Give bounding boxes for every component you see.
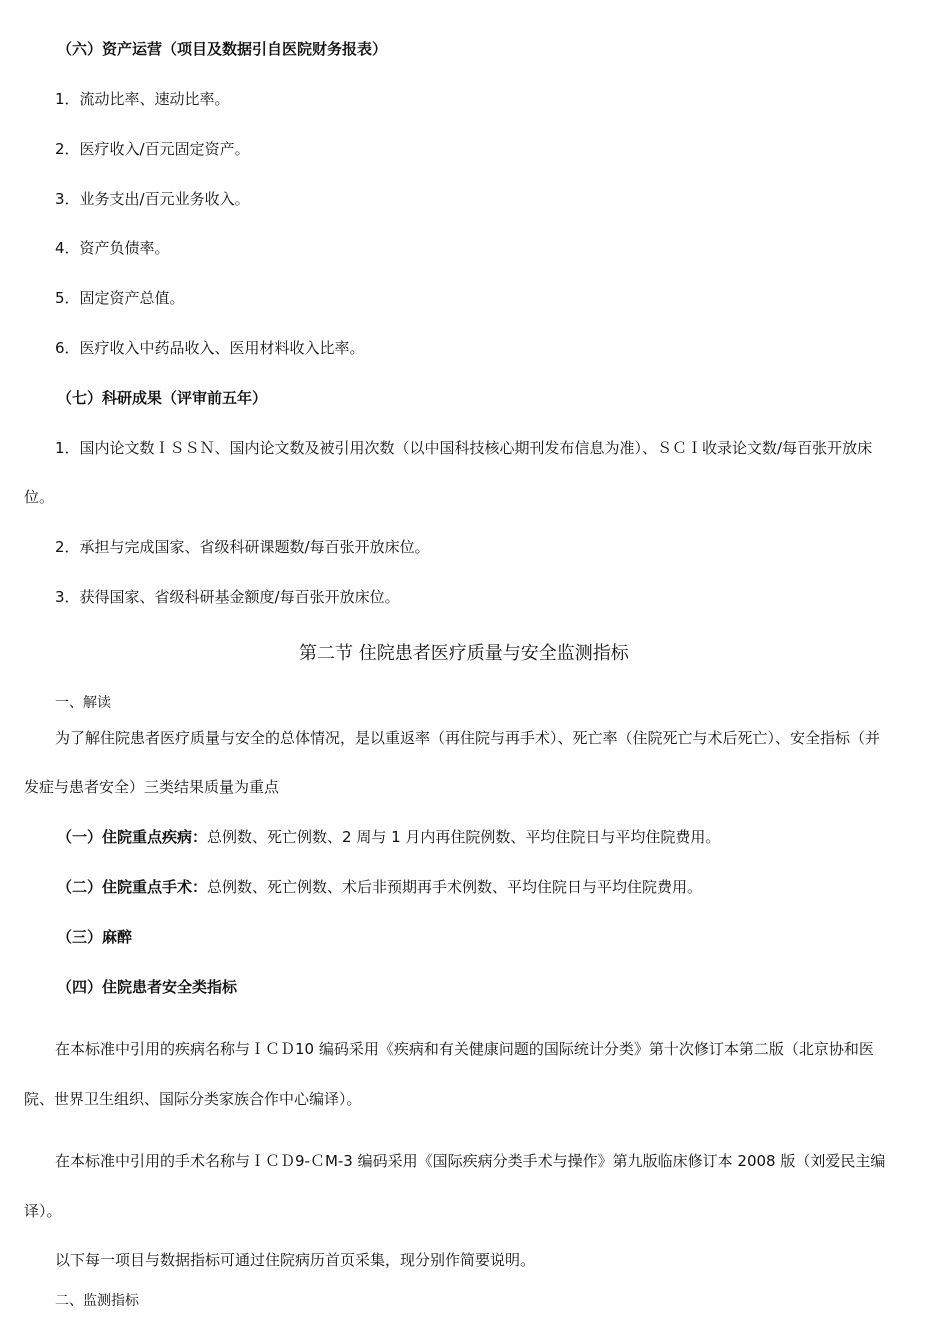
paragraph-continuation: 院、世界卫生组织、国际分类家族合作中心编译）。 (24, 1090, 362, 1108)
paragraph-continuation: 译）。 (24, 1202, 62, 1220)
list-item: 6．医疗收入中药品收入、医用材料收入比率。 (55, 339, 365, 357)
item-label: （二）住院重点手术： (57, 878, 208, 896)
paragraph: 在本标准中引用的疾病名称与ＩＣＤ10 编码采用《疾病和有关健康问题的国际统计分类》第十次修订本第二版（北京协和医 (55, 1040, 874, 1058)
list-item: 1．流动比率、速动比率。 (55, 90, 230, 108)
chapter-title: 第二节 住院患者医疗质量与安全监测指标 (299, 643, 629, 664)
list-item: 1．国内论文数ＩＳＳＮ、国内论文数及被引用次数（以中国科技核心期刊发布信息为准）、ＳＣＩ收录论文数/每百张开放床 (55, 439, 873, 457)
paragraph: 为了解住院患者医疗质量与安全的总体情况，是以重返率（再住院与再手术）、死亡率（住院死亡与术后死亡）、安全指标（并 (55, 729, 881, 747)
item-label: （一）住院重点疾病： (57, 828, 208, 846)
list-item: 3．业务支出/百元业务收入。 (55, 190, 250, 208)
item-text: 总例数、死亡例数、2 周与 1 月内再住院例数、平均住院日与平均住院费用。 (207, 828, 721, 846)
list-item: 4．资产负债率。 (55, 239, 170, 257)
list-item: （三）麻醉 (57, 928, 133, 946)
list-item (57, 877, 702, 897)
section-heading-research: （七）科研成果（评审前五年） (57, 389, 268, 407)
subheading-monitoring: 二、监测指标 (55, 1293, 139, 1309)
subheading-interpretation: 一、解读 (55, 695, 111, 711)
list-item: 2．医疗收入/百元固定资产。 (55, 140, 250, 158)
section-heading-asset-operation: （六）资产运营（项目及数据引自医院财务报表） (57, 40, 388, 58)
list-item: 2．承担与完成国家、省级科研课题数/每百张开放床位。 (55, 538, 430, 556)
list-item (57, 827, 720, 847)
paragraph-continuation: 发症与患者安全）三类结果质量为重点 (24, 778, 280, 796)
list-item: （四）住院患者安全类指标 (57, 978, 238, 996)
paragraph: 以下每一项目与数据指标可通过住院病历首页采集，现分别作简要说明。 (55, 1251, 536, 1269)
paragraph: 在本标准中引用的手术名称与ＩＣＤ9-ＣM-3 编码采用《国际疾病分类手术与操作》第九版临床修订本 2008 版（刘爱民主编 (55, 1152, 886, 1170)
list-item: 5．固定资产总值。 (55, 289, 185, 307)
list-item-continuation: 位。 (24, 488, 55, 506)
item-text: 总例数、死亡例数、术后非预期再手术例数、平均住院日与平均住院费用。 (207, 878, 703, 896)
list-item: 3．获得国家、省级科研基金额度/每百张开放床位。 (55, 588, 400, 606)
